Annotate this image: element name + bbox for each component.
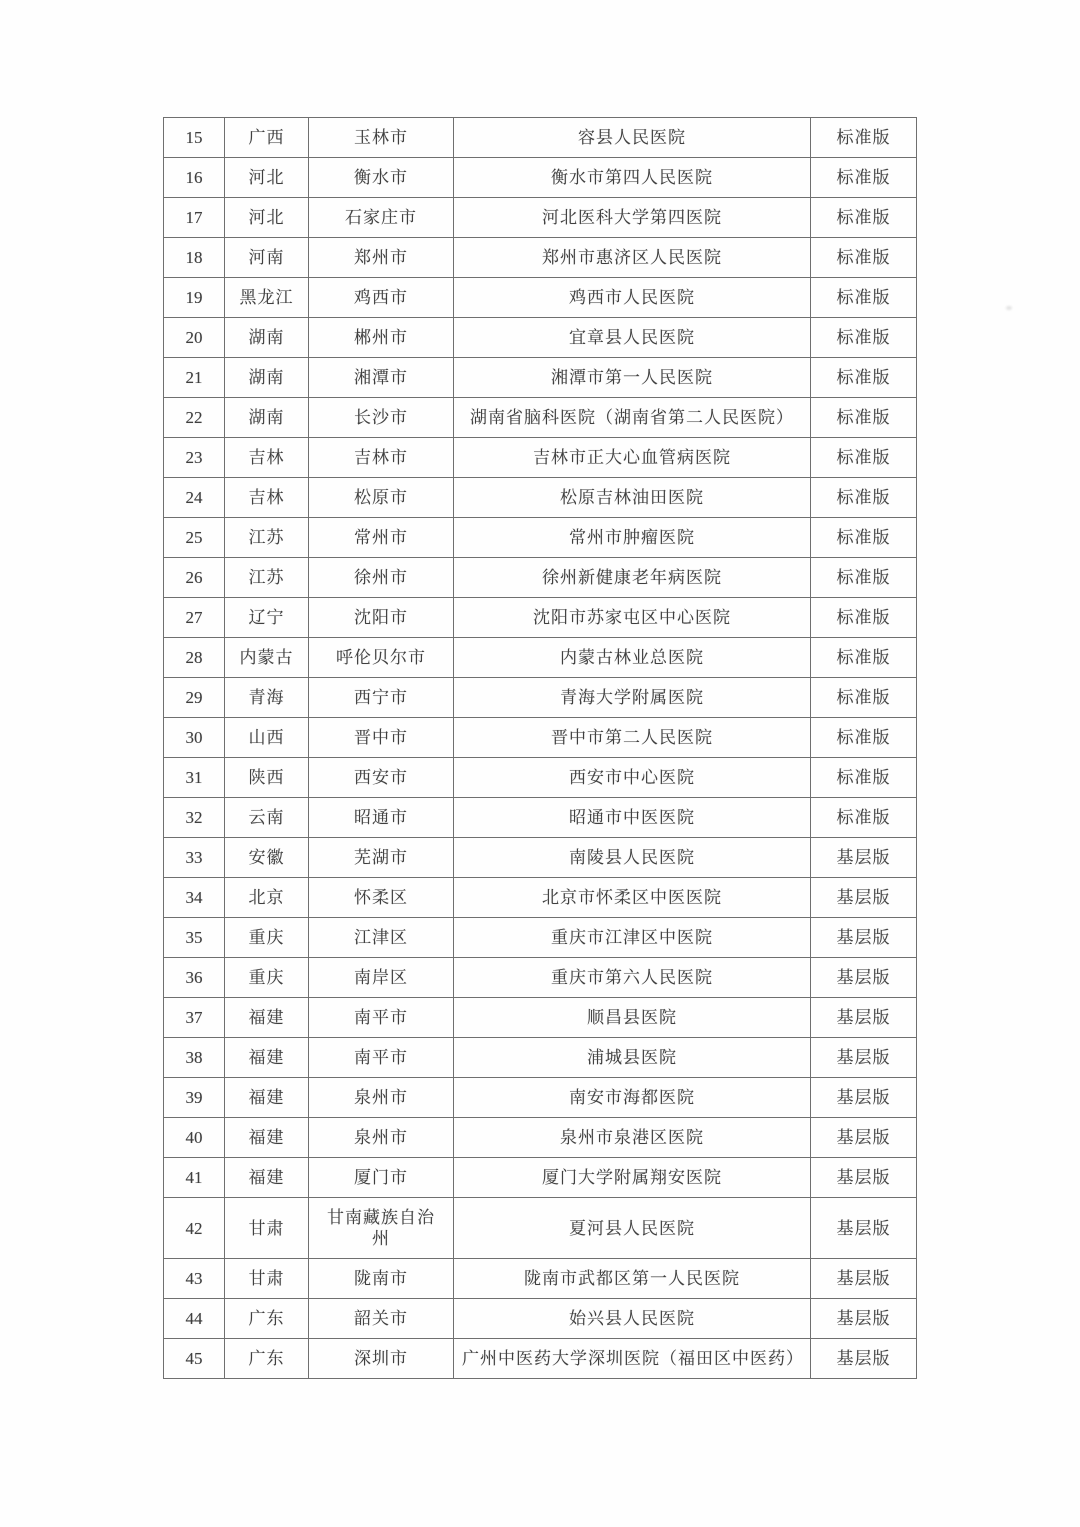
cell-hospital: 松原吉林油田医院 [454,478,811,518]
cell-num: 37 [164,998,225,1038]
cell-hospital: 常州市肿瘤医院 [454,518,811,558]
cell-version: 标准版 [811,718,917,758]
cell-num: 35 [164,918,225,958]
cell-version: 标准版 [811,358,917,398]
cell-city: 徐州市 [309,558,454,598]
cell-province: 广东 [225,1339,309,1379]
cell-province: 福建 [225,1078,309,1118]
cell-hospital: 内蒙古林业总医院 [454,638,811,678]
table-row [164,1339,917,1379]
cell-hospital: 浦城县医院 [454,1038,811,1078]
cell-hospital: 始兴县人民医院 [454,1299,811,1339]
cell-city: 昭通市 [309,798,454,838]
cell-num: 31 [164,758,225,798]
cell-version: 基层版 [811,1259,917,1299]
cell-city: 怀柔区 [309,878,454,918]
cell-version: 标准版 [811,278,917,318]
cell-province: 湖南 [225,358,309,398]
cell-num: 29 [164,678,225,718]
cell-province: 广东 [225,1299,309,1339]
cell-province: 青海 [225,678,309,718]
cell-num: 24 [164,478,225,518]
cell-city: 泉州市 [309,1078,454,1118]
cell-version: 基层版 [811,878,917,918]
cell-num: 27 [164,598,225,638]
cell-province: 江苏 [225,518,309,558]
cell-version: 标准版 [811,438,917,478]
cell-province: 河南 [225,238,309,278]
cell-province: 重庆 [225,918,309,958]
cell-num: 41 [164,1158,225,1198]
cell-province: 广西 [225,118,309,158]
cell-hospital: 南陵县人民医院 [454,838,811,878]
cell-num: 17 [164,198,225,238]
table-row [164,1259,917,1299]
cell-hospital: 宜章县人民医院 [454,318,811,358]
cell-province: 福建 [225,998,309,1038]
table-row [164,438,917,478]
cell-city: 韶关市 [309,1299,454,1339]
table-row [164,558,917,598]
table-row [164,758,917,798]
cell-hospital: 湖南省脑科医院（湖南省第二人民医院） [454,398,811,438]
cell-version: 基层版 [811,1118,917,1158]
table-row [164,398,917,438]
cell-version: 标准版 [811,518,917,558]
cell-province: 江苏 [225,558,309,598]
cell-city: 湘潭市 [309,358,454,398]
cell-num: 26 [164,558,225,598]
cell-version: 标准版 [811,638,917,678]
table-row [164,118,917,158]
cell-hospital: 沈阳市苏家屯区中心医院 [454,598,811,638]
table-row [164,1078,917,1118]
table-row [164,1299,917,1339]
cell-province: 安徽 [225,838,309,878]
table-row [164,478,917,518]
cell-city: 鸡西市 [309,278,454,318]
cell-hospital: 北京市怀柔区中医医院 [454,878,811,918]
cell-version: 基层版 [811,1198,917,1259]
cell-version: 基层版 [811,1339,917,1379]
table-row [164,358,917,398]
table-row [164,678,917,718]
cell-hospital: 湘潭市第一人民医院 [454,358,811,398]
table-row [164,1198,917,1259]
table-row [164,158,917,198]
cell-version: 基层版 [811,838,917,878]
cell-city: 松原市 [309,478,454,518]
table-row [164,838,917,878]
cell-version: 基层版 [811,998,917,1038]
table-row [164,638,917,678]
cell-version: 标准版 [811,598,917,638]
table-row [164,518,917,558]
cell-city: 南岸区 [309,958,454,998]
cell-hospital: 陇南市武都区第一人民医院 [454,1259,811,1299]
table-row [164,958,917,998]
cell-city: 深圳市 [309,1339,454,1379]
cell-num: 20 [164,318,225,358]
cell-version: 标准版 [811,558,917,598]
cell-city: 南平市 [309,1038,454,1078]
cell-city: 长沙市 [309,398,454,438]
cell-version: 标准版 [811,118,917,158]
cell-province: 云南 [225,798,309,838]
hospital-table [163,117,917,1379]
cell-city: 呼伦贝尔市 [309,638,454,678]
cell-province: 重庆 [225,958,309,998]
cell-hospital: 顺昌县医院 [454,998,811,1038]
cell-num: 16 [164,158,225,198]
cell-province: 陕西 [225,758,309,798]
cell-hospital: 广州中医药大学深圳医院（福田区中医药） [454,1339,811,1379]
cell-hospital: 吉林市正大心血管病医院 [454,438,811,478]
cell-city: 石家庄市 [309,198,454,238]
cell-hospital: 郑州市惠济区人民医院 [454,238,811,278]
cell-province: 甘肃 [225,1198,309,1259]
table-row [164,718,917,758]
cell-version: 基层版 [811,1299,917,1339]
cell-city: 沈阳市 [309,598,454,638]
cell-province: 福建 [225,1158,309,1198]
cell-city: 晋中市 [309,718,454,758]
cell-hospital: 昭通市中医医院 [454,798,811,838]
cell-num: 42 [164,1198,225,1259]
cell-hospital: 晋中市第二人民医院 [454,718,811,758]
cell-hospital: 厦门大学附属翔安医院 [454,1158,811,1198]
cell-num: 19 [164,278,225,318]
cell-province: 福建 [225,1118,309,1158]
cell-city: 西安市 [309,758,454,798]
cell-hospital: 鸡西市人民医院 [454,278,811,318]
cell-hospital: 西安市中心医院 [454,758,811,798]
cell-version: 标准版 [811,198,917,238]
cell-hospital: 南安市海都医院 [454,1078,811,1118]
cell-num: 18 [164,238,225,278]
cell-version: 标准版 [811,758,917,798]
cell-num: 45 [164,1339,225,1379]
cell-city: 芜湖市 [309,838,454,878]
cell-num: 15 [164,118,225,158]
cell-num: 38 [164,1038,225,1078]
cell-num: 44 [164,1299,225,1339]
table-row [164,798,917,838]
cell-num: 43 [164,1259,225,1299]
cell-city: 泉州市 [309,1118,454,1158]
cell-num: 28 [164,638,225,678]
cell-hospital: 青海大学附属医院 [454,678,811,718]
cell-version: 标准版 [811,398,917,438]
cell-province: 辽宁 [225,598,309,638]
cell-hospital: 河北医科大学第四医院 [454,198,811,238]
cell-hospital: 重庆市江津区中医院 [454,918,811,958]
cell-version: 基层版 [811,1158,917,1198]
cell-num: 22 [164,398,225,438]
table-row [164,998,917,1038]
table-row [164,238,917,278]
cell-province: 黑龙江 [225,278,309,318]
cell-city: 南平市 [309,998,454,1038]
cell-province: 内蒙古 [225,638,309,678]
cell-num: 21 [164,358,225,398]
cell-version: 标准版 [811,158,917,198]
cell-province: 河北 [225,198,309,238]
hospital-table-body [164,118,917,1379]
cell-num: 39 [164,1078,225,1118]
cell-num: 34 [164,878,225,918]
cell-hospital: 容县人民医院 [454,118,811,158]
cell-province: 吉林 [225,438,309,478]
cell-city: 甘南藏族自治州 [309,1198,454,1259]
cell-province: 河北 [225,158,309,198]
cell-version: 基层版 [811,918,917,958]
cell-version: 标准版 [811,478,917,518]
cell-city: 吉林市 [309,438,454,478]
scan-speck [1006,306,1012,310]
cell-city: 常州市 [309,518,454,558]
cell-hospital: 泉州市泉港区医院 [454,1118,811,1158]
table-row [164,1118,917,1158]
table-row [164,198,917,238]
cell-version: 基层版 [811,958,917,998]
cell-hospital: 重庆市第六人民医院 [454,958,811,998]
cell-province: 福建 [225,1038,309,1078]
cell-province: 湖南 [225,318,309,358]
cell-city: 衡水市 [309,158,454,198]
table-row [164,878,917,918]
cell-city: 西宁市 [309,678,454,718]
cell-province: 甘肃 [225,1259,309,1299]
cell-hospital: 夏河县人民医院 [454,1198,811,1259]
cell-version: 标准版 [811,798,917,838]
cell-city: 江津区 [309,918,454,958]
cell-num: 32 [164,798,225,838]
cell-city: 郑州市 [309,238,454,278]
cell-num: 25 [164,518,225,558]
cell-hospital: 衡水市第四人民医院 [454,158,811,198]
cell-version: 基层版 [811,1078,917,1118]
cell-province: 吉林 [225,478,309,518]
table-row [164,598,917,638]
cell-province: 山西 [225,718,309,758]
cell-version: 标准版 [811,678,917,718]
cell-num: 36 [164,958,225,998]
cell-version: 标准版 [811,238,917,278]
cell-province: 北京 [225,878,309,918]
cell-city: 厦门市 [309,1158,454,1198]
table-row [164,1158,917,1198]
table-row [164,318,917,358]
cell-city: 郴州市 [309,318,454,358]
cell-version: 标准版 [811,318,917,358]
table-row [164,278,917,318]
cell-city: 玉林市 [309,118,454,158]
cell-num: 30 [164,718,225,758]
cell-province: 湖南 [225,398,309,438]
cell-version: 基层版 [811,1038,917,1078]
cell-num: 40 [164,1118,225,1158]
cell-city: 陇南市 [309,1259,454,1299]
cell-num: 23 [164,438,225,478]
cell-hospital: 徐州新健康老年病医院 [454,558,811,598]
cell-num: 33 [164,838,225,878]
table-row [164,918,917,958]
table-row [164,1038,917,1078]
